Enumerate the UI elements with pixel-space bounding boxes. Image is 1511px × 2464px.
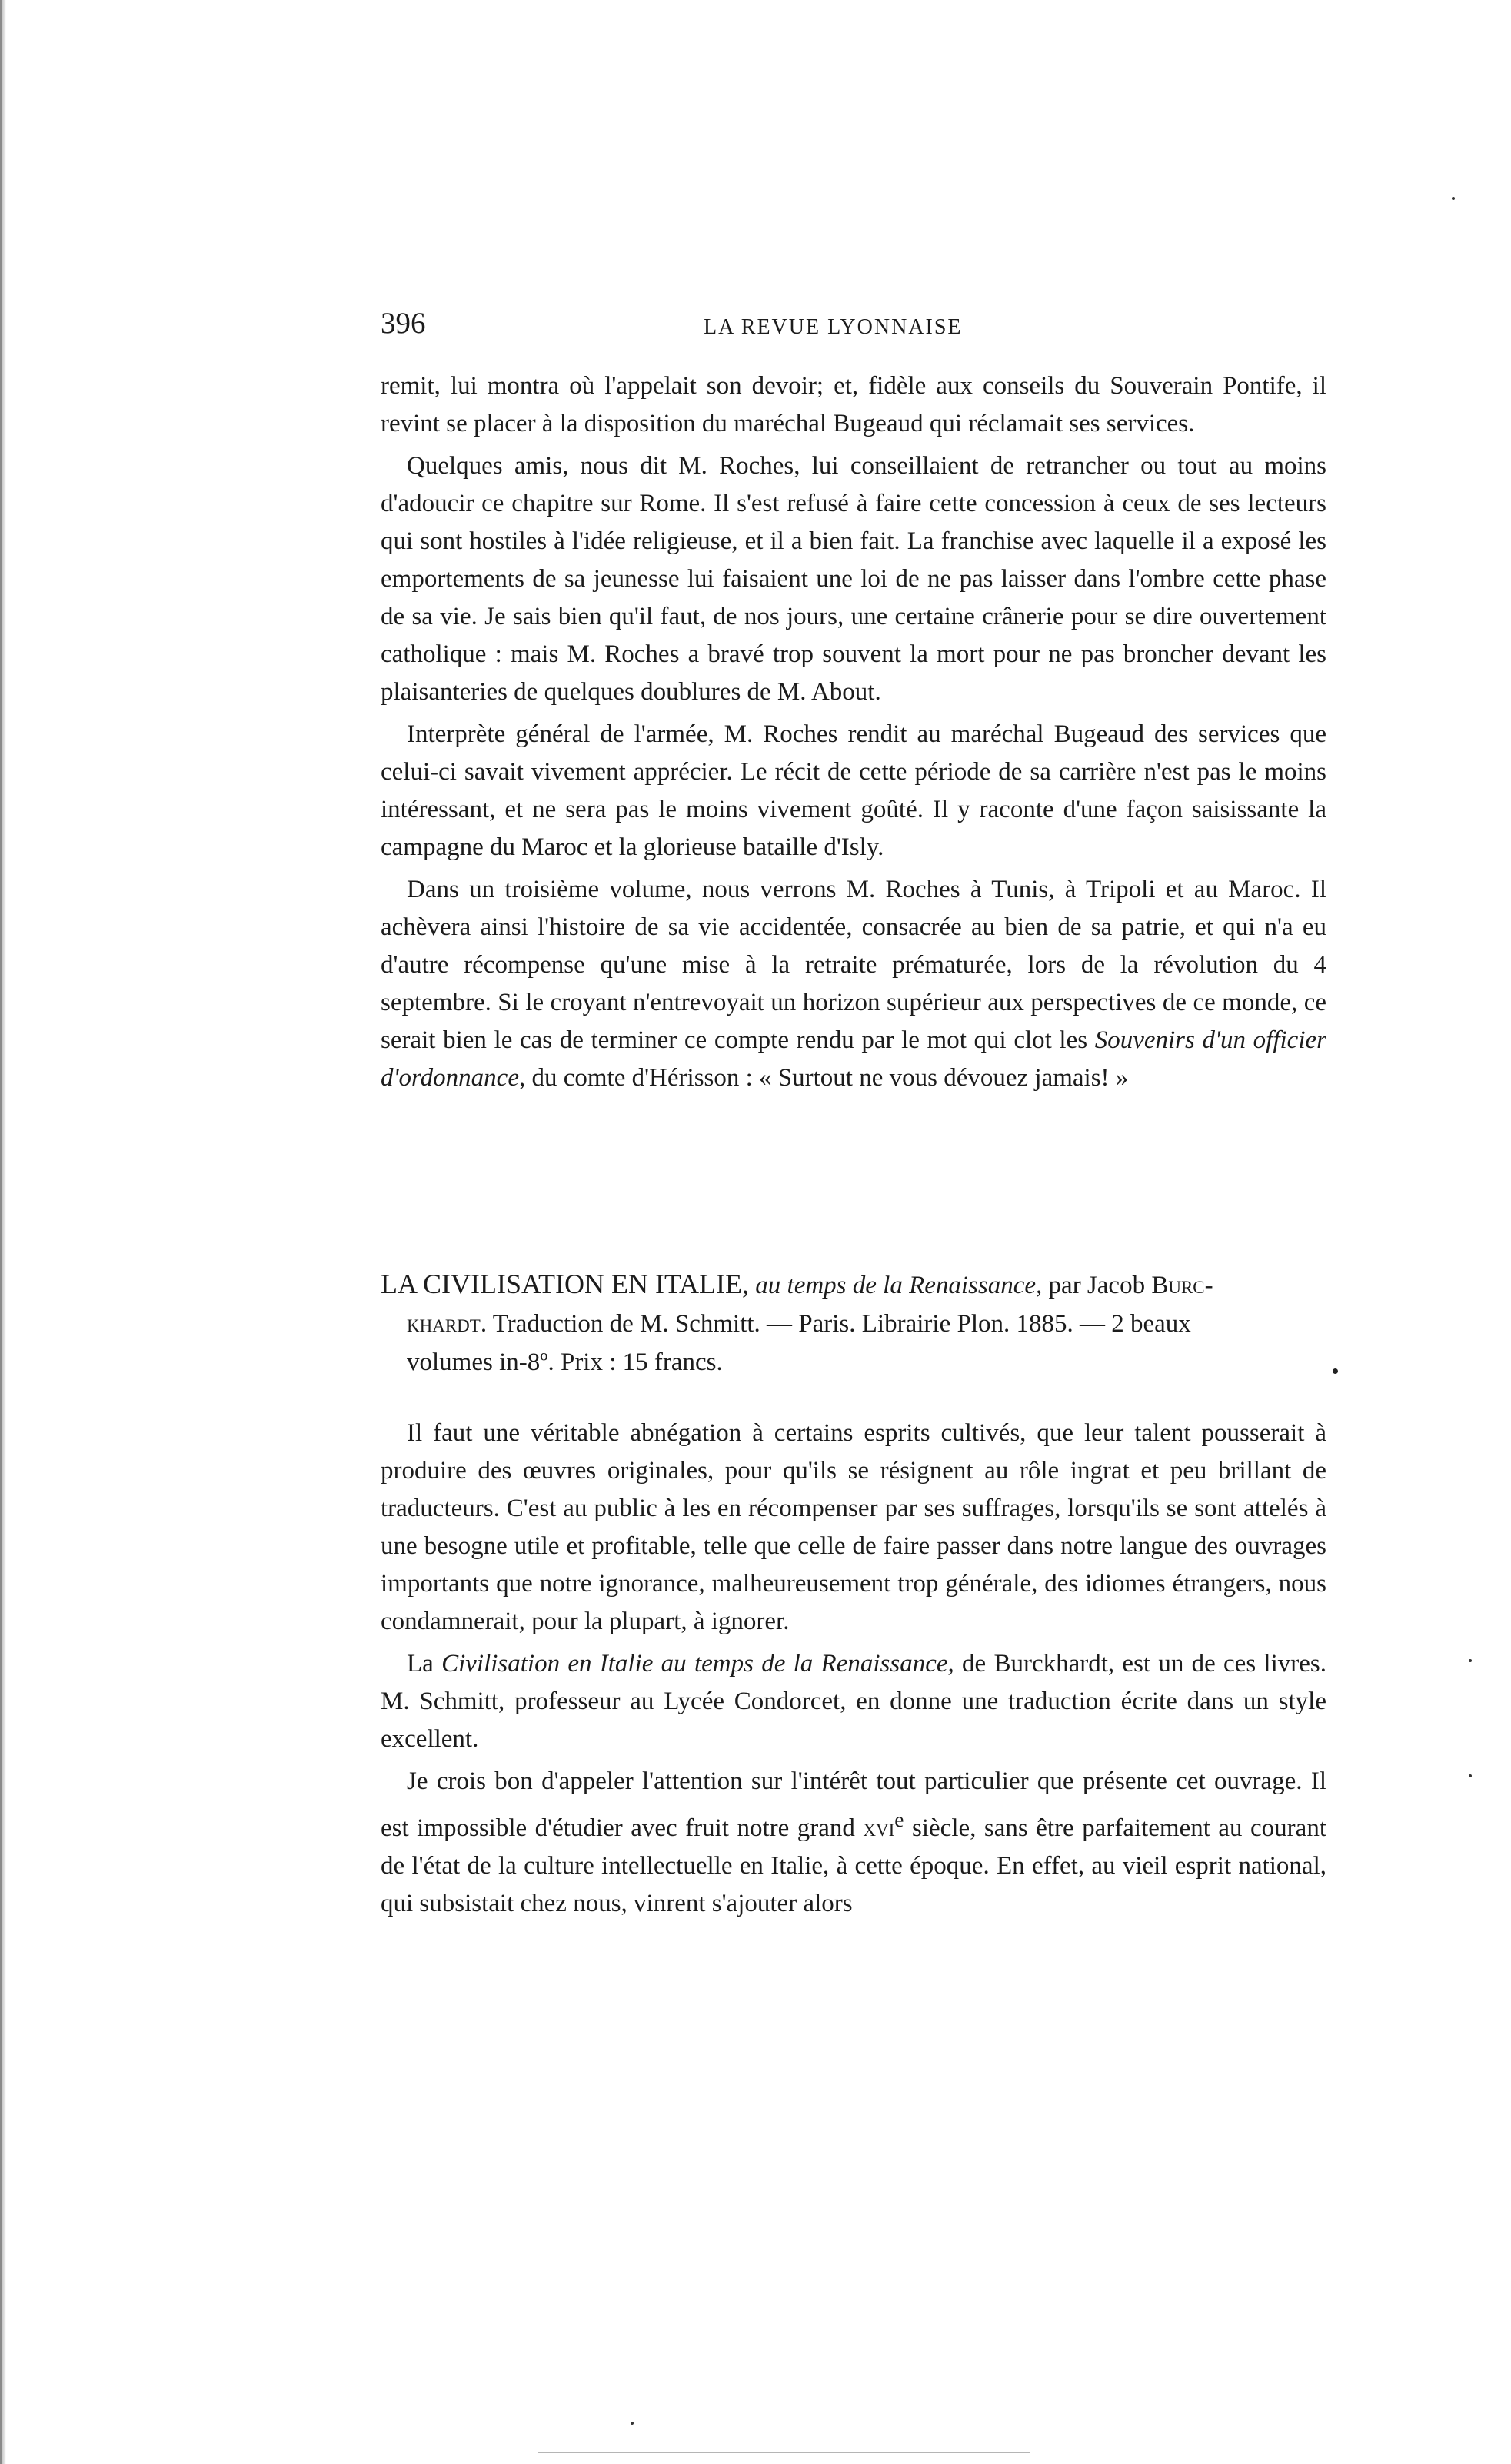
scan-speck bbox=[631, 2422, 634, 2425]
paragraph bbox=[381, 871, 1326, 1097]
scan-speck bbox=[1452, 197, 1455, 200]
page-number: 396 bbox=[381, 307, 426, 340]
book-title-italic: Civilisation en Italie au temps de la Renaissance, bbox=[441, 1650, 954, 1678]
review-heading-line: volumes in-8º. Prix : 15 francs. bbox=[407, 1348, 723, 1376]
review-author-start: Burc- bbox=[1151, 1272, 1213, 1299]
paragraph-text: siècle, sans être parfaitement au courant de l'état de la culture intellectuelle en Italie, à cette époque. En effet, au vieil esprit national, qui subsistait chez nous, vinrent s'ajouter alors bbox=[381, 1814, 1326, 1917]
review-publication: . Traduction de M. Schmitt. — Paris. Librairie Plon. 1885. — 2 beaux bbox=[480, 1310, 1191, 1338]
review-heading bbox=[381, 1265, 1326, 1382]
book-title-italic: Souvenirs d'un officier d'ordonnance bbox=[381, 1026, 1326, 1092]
century-numeral: xvi bbox=[863, 1814, 895, 1842]
review-author-end: khardt bbox=[407, 1310, 481, 1338]
century-superscript: e bbox=[894, 1807, 904, 1831]
scan-bottom-rule bbox=[538, 2452, 1030, 2453]
review-title: LA CIVILISATION EN ITALIE, bbox=[381, 1269, 750, 1299]
review-heading-line bbox=[381, 1265, 1326, 1305]
paragraph bbox=[381, 1763, 1326, 1923]
paragraph-text: Je crois bon d'appeler l'attention sur l'intérêt tout particulier que présente cet ouvrage. Il est impossible d'étudier avec fruit notre grand bbox=[381, 1767, 1326, 1842]
paragraph: Il faut une véritable abnégation à certains esprits cultivés, que leur talent pousserait à produire des œuvres originales, pour qu'ils se résignent au rôle ingrat et peu brillant de traducteurs. C'est au public à les en récompenser par ses suffrages, lorsqu'ils se sont attelés à une besogne utile et profitable, telle que celle de faire passer dans notre langue des ouvrages importants que notre ignorance, malheureusement trop générale, des idiomes étrangers, nous condamnerait, pour la plupart, à ignorer. bbox=[381, 1419, 1326, 1635]
scan-left-edge bbox=[0, 0, 6, 2464]
review-heading-line bbox=[381, 1305, 1326, 1343]
page-header bbox=[381, 306, 1326, 352]
paragraph: Quelques amis, nous dit M. Roches, lui conseillaient de retrancher ou tout au moins d'adoucir ce chapitre sur Rome. Il s'est refusé à faire cette concession à ceux de ses lecteurs qui sont hostiles à l'idée religieuse, et il a bien fait. La franchise avec laquelle il a exposé les emportements de sa jeunesse lui faisaient une loi de ne pas laisser dans l'ombre cette phase de sa vie. Je sais bien qu'il faut, de nos jours, une certaine crânerie pour se dire ouvertement catholique : mais M. Roches a bravé trop souvent la mort pour ne pas broncher devant les plaisanteries de quelques doublures de M. About. bbox=[381, 452, 1326, 706]
paragraph-text: de Burckhardt, est un de ces livres. M. Schmitt, professeur au Lycée Condorcet, en donne une traduction écrite dans un style excellent. bbox=[381, 1650, 1326, 1753]
paragraph-text: La bbox=[407, 1650, 442, 1678]
article-continuation bbox=[381, 367, 1326, 1097]
scan-speck bbox=[1469, 1774, 1472, 1777]
scan-dot bbox=[1333, 1368, 1338, 1374]
review-by: par Jacob bbox=[1048, 1272, 1146, 1299]
paragraph bbox=[381, 1645, 1326, 1758]
paragraph-text: Dans un troisième volume, nous verrons M. Roches à Tunis, à Tripoli et au Maroc. Il achèvera ainsi l'histoire de sa vie accidentée, consacrée au bien de sa patrie, et qui n'a eu d'autre récompense qu'une mise à la retraite prématurée, lors de la révolution du 4 septembre. Si le croyant n'entrevoyait un horizon supérieur aux perspectives de ce monde, ce serait bien le cas de terminer ce compte rendu par le mot qui clot les bbox=[381, 876, 1326, 1054]
paragraph: Interprète général de l'armée, M. Roches rendit au maréchal Bugeaud des services que celui-ci savait vivement apprécier. Le récit de cette période de sa carrière n'est pas le moins intéressant, et ne sera pas le moins vivement goûté. Il y raconte d'une façon saisissante la campagne du Maroc et la glorieuse bataille d'Isly. bbox=[381, 720, 1326, 861]
review-body bbox=[381, 1415, 1326, 1923]
scan-speck bbox=[1469, 1659, 1472, 1662]
paragraph: remit, lui montra où l'appelait son devoir; et, fidèle aux conseils du Souverain Pontife, il revint se placer à la disposition du maréchal Bugeaud qui réclamait ses services. bbox=[381, 372, 1326, 437]
running-title: LA REVUE LYONNAISE bbox=[704, 315, 963, 339]
paragraph-text: , du comte d'Hérisson : « Surtout ne vous dévouez jamais! » bbox=[518, 1064, 1129, 1092]
review-subtitle: au temps de la Renaissance, bbox=[755, 1272, 1043, 1299]
